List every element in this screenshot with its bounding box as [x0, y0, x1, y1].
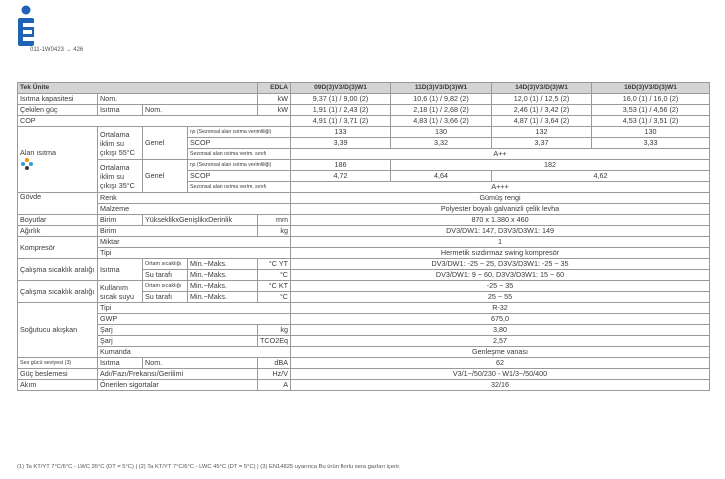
table-row: [18, 380, 710, 391]
row-label: Ses gücü seviyesi (3): [18, 358, 98, 369]
cell-value: 16,0 (1) / 16,0 (2): [592, 94, 710, 105]
cell-value: 2,57: [291, 336, 710, 347]
table-row: [18, 369, 710, 380]
reference-code: 011-1W0423 → 426: [30, 47, 84, 53]
row-sub: Genel: [143, 160, 188, 193]
cell-value: DV3/DW1: 147, D3V3/D3W1: 149: [291, 226, 710, 237]
cell-value: 3,80: [291, 325, 710, 336]
cell-value: V3/1~/50/230 - W1/3~/50/400: [291, 369, 710, 380]
row-sub: Ortalama iklim su çıkışı 35°C: [98, 160, 143, 193]
heating-mode-icon: [20, 157, 34, 171]
table-row: [18, 248, 710, 259]
header-model: EDLA: [258, 83, 291, 94]
header-col-3: 14D(3)V3/D(3)W1: [492, 83, 592, 94]
row-sub: Kullanım sıcak suyu: [98, 281, 143, 303]
table-row: [18, 336, 710, 347]
row-label: Kompresör: [18, 237, 98, 259]
table-row: [18, 314, 710, 325]
cell-value: 133: [291, 127, 391, 138]
row-label: Alan ısıtma: [20, 147, 56, 157]
table-row: [18, 204, 710, 215]
table-row: [18, 127, 710, 138]
row-label: Çalışma sıcaklık aralığı: [18, 281, 98, 303]
table-row: [18, 237, 710, 248]
cell-value: 10,6 (1) / 9,82 (2): [391, 94, 492, 105]
row-sub: Min.~Maks.: [188, 281, 258, 292]
row-unit: kW: [258, 94, 291, 105]
header-col-1: 09D(3)V3/D(3)W1: [291, 83, 391, 94]
header-label: Tek Ünite: [18, 83, 258, 94]
row-sub: ηs (Sezonsal alan ısıtma verimliliği): [188, 127, 291, 138]
row-label: COP: [18, 116, 291, 127]
cell-value: Gümüş rengi: [291, 193, 710, 204]
row-sub: Birim: [98, 215, 143, 226]
cell-value: 3,32: [391, 138, 492, 149]
row-sub: Su tarafı: [143, 270, 188, 281]
table-header-row: [18, 83, 710, 94]
header-col-2: 11D(3)V3/D(3)W1: [391, 83, 492, 94]
table-row: [18, 193, 710, 204]
row-label: Gövde: [18, 193, 98, 215]
row-sub: Ortam sıcaklığı: [143, 259, 188, 270]
cell-value: 4,64: [391, 171, 492, 182]
cell-value: 4,83 (1) / 3,66 (2): [391, 116, 492, 127]
spec-table: [17, 82, 710, 391]
row-unit: mm: [258, 215, 291, 226]
table-row: [18, 303, 710, 314]
row-sub: GWP: [98, 314, 291, 325]
row-unit: dBA: [258, 358, 291, 369]
table-row: [18, 160, 710, 171]
cell-value: 25 ~ 55: [291, 292, 710, 303]
row-sub: Miktar: [98, 237, 291, 248]
cell-value: 186: [291, 160, 391, 171]
row-sub: Kumanda: [98, 347, 291, 358]
row-unit: °C KT: [258, 281, 291, 292]
cell-value: A+++: [291, 182, 710, 193]
row-unit: °C: [258, 270, 291, 281]
cell-value: 4,87 (1) / 3,64 (2): [492, 116, 592, 127]
table-row: [18, 226, 710, 237]
header-col-4: 16D(3)V3/D(3)W1: [592, 83, 710, 94]
cell-value: 3,53 (1) / 4,56 (2): [592, 105, 710, 116]
row-unit: kg: [258, 226, 291, 237]
cell-value: 62: [291, 358, 710, 369]
table-row: [18, 116, 710, 127]
cell-value: 132: [492, 127, 592, 138]
row-sub: Adı/Fazı/Frekansı/Gerilimi: [98, 369, 258, 380]
row-unit: °C YT: [258, 259, 291, 270]
cell-value: 4,72: [291, 171, 391, 182]
cell-value: R-32: [291, 303, 710, 314]
row-label: Akım: [18, 380, 98, 391]
table-row: [18, 94, 710, 105]
row-unit: A: [258, 380, 291, 391]
info-e-logo: [14, 4, 38, 48]
row-sub: Isıtma: [98, 105, 143, 116]
table-row: [18, 358, 710, 369]
row-unit: kg: [258, 325, 291, 336]
cell-value: 2,46 (1) / 3,42 (2): [492, 105, 592, 116]
cell-value: 4,91 (1) / 3,71 (2): [291, 116, 391, 127]
cell-value: 2,18 (1) / 2,68 (2): [391, 105, 492, 116]
row-sub: Şarj: [98, 336, 258, 347]
row-sub: Malzeme: [98, 204, 291, 215]
cell-value: 4,53 (1) / 3,51 (2): [592, 116, 710, 127]
row-sub: Nom.: [143, 105, 258, 116]
row-label: Çalışma sıcaklık aralığı: [18, 259, 98, 281]
cell-value: 9,37 (1) / 9,00 (2): [291, 94, 391, 105]
row-sub: Sezonsal alan ısıtma verim. sınıfı: [188, 182, 291, 193]
row-sub: Ortam sıcaklığı: [143, 281, 188, 292]
row-sub: Isıtma: [98, 358, 143, 369]
alan-isitma-cell: [18, 127, 98, 193]
cell-value: 12,0 (1) / 12,5 (2): [492, 94, 592, 105]
cell-value: 3,33: [592, 138, 710, 149]
row-sub: Isıtma: [98, 259, 143, 281]
cell-value: Polyester boyalı galvanizli çelik levha: [291, 204, 710, 215]
row-sub: Şarj: [98, 325, 258, 336]
cell-value: 182: [391, 160, 710, 171]
cell-value: 32/16: [291, 380, 710, 391]
table-row: [18, 259, 710, 270]
row-sub: ηs (Sezonsal alan ısıtma verimliliği): [188, 160, 291, 171]
cell-value: Hermetik sızdırmaz swing kompresör: [291, 248, 710, 259]
cell-value: 3,37: [492, 138, 592, 149]
cell-value: A++: [291, 149, 710, 160]
cell-value: -25 ~ 35: [291, 281, 710, 292]
table-row: [18, 215, 710, 226]
row-sub: YükseklikxGenişlikxDerinlik: [143, 215, 258, 226]
row-sub: Min.~Maks.: [188, 259, 258, 270]
table-row: [18, 105, 710, 116]
cell-value: 1: [291, 237, 710, 248]
row-sub: Tipi: [98, 303, 291, 314]
row-sub: Genel: [143, 127, 188, 160]
row-label: Güç beslemesi: [18, 369, 98, 380]
row-label: Soğutucu akışkan: [18, 303, 98, 358]
row-sub: Önerilen sigortalar: [98, 380, 258, 391]
table-row: [18, 325, 710, 336]
cell-value: DV3/DW1: 9 ~ 60, D3V3/D3W1: 15 ~ 60: [291, 270, 710, 281]
cell-value: 4,62: [492, 171, 710, 182]
row-label: Isıtma kapasitesi: [18, 94, 98, 105]
cell-value: DV3/DW1: -25 ~ 25, D3V3/D3W1: -25 ~ 35: [291, 259, 710, 270]
cell-value: 675,0: [291, 314, 710, 325]
row-unit: Hz/V: [258, 369, 291, 380]
cell-value: 130: [391, 127, 492, 138]
cell-value: 3,39: [291, 138, 391, 149]
row-sub: Birim: [98, 226, 258, 237]
row-label: Çekilen güç: [18, 105, 98, 116]
row-sub: Renk: [98, 193, 291, 204]
row-sub: Nom.: [98, 94, 258, 105]
row-sub: Nom.: [143, 358, 258, 369]
cell-value: 1,91 (1) / 2,43 (2): [291, 105, 391, 116]
row-sub: SCOP: [188, 171, 291, 182]
cell-value: Genleşme vanası: [291, 347, 710, 358]
row-unit: kW: [258, 105, 291, 116]
row-sub: Sezonsal alan ısıtma verim. sınıfı: [188, 149, 291, 160]
table-row: [18, 347, 710, 358]
row-sub: SCOP: [188, 138, 291, 149]
cell-value: 870 x 1.380 x 460: [291, 215, 710, 226]
row-sub: Ortalama iklim su çıkışı 55°C: [98, 127, 143, 160]
row-label: Boyutlar: [18, 215, 98, 226]
row-unit: °C: [258, 292, 291, 303]
row-sub: Su tarafı: [143, 292, 188, 303]
table-row: [18, 281, 710, 292]
row-unit: TCO2Eq: [258, 336, 291, 347]
footnote: (1) Ta KT/YT 7°C/6°C - LWC 35°C (DT = 5°C) | (2) Ta KT/YT 7°C/6°C - LWC 45°C (DT = 5°C) | (3) EN14825 uyarınca Bu ürün florlu sera gazları içerir.: [17, 464, 401, 470]
row-label: Ağırlık: [18, 226, 98, 237]
row-sub: Min.~Maks.: [188, 270, 258, 281]
cell-value: 130: [592, 127, 710, 138]
row-sub: Min.~Maks.: [188, 292, 258, 303]
row-sub: Tipi: [98, 248, 291, 259]
